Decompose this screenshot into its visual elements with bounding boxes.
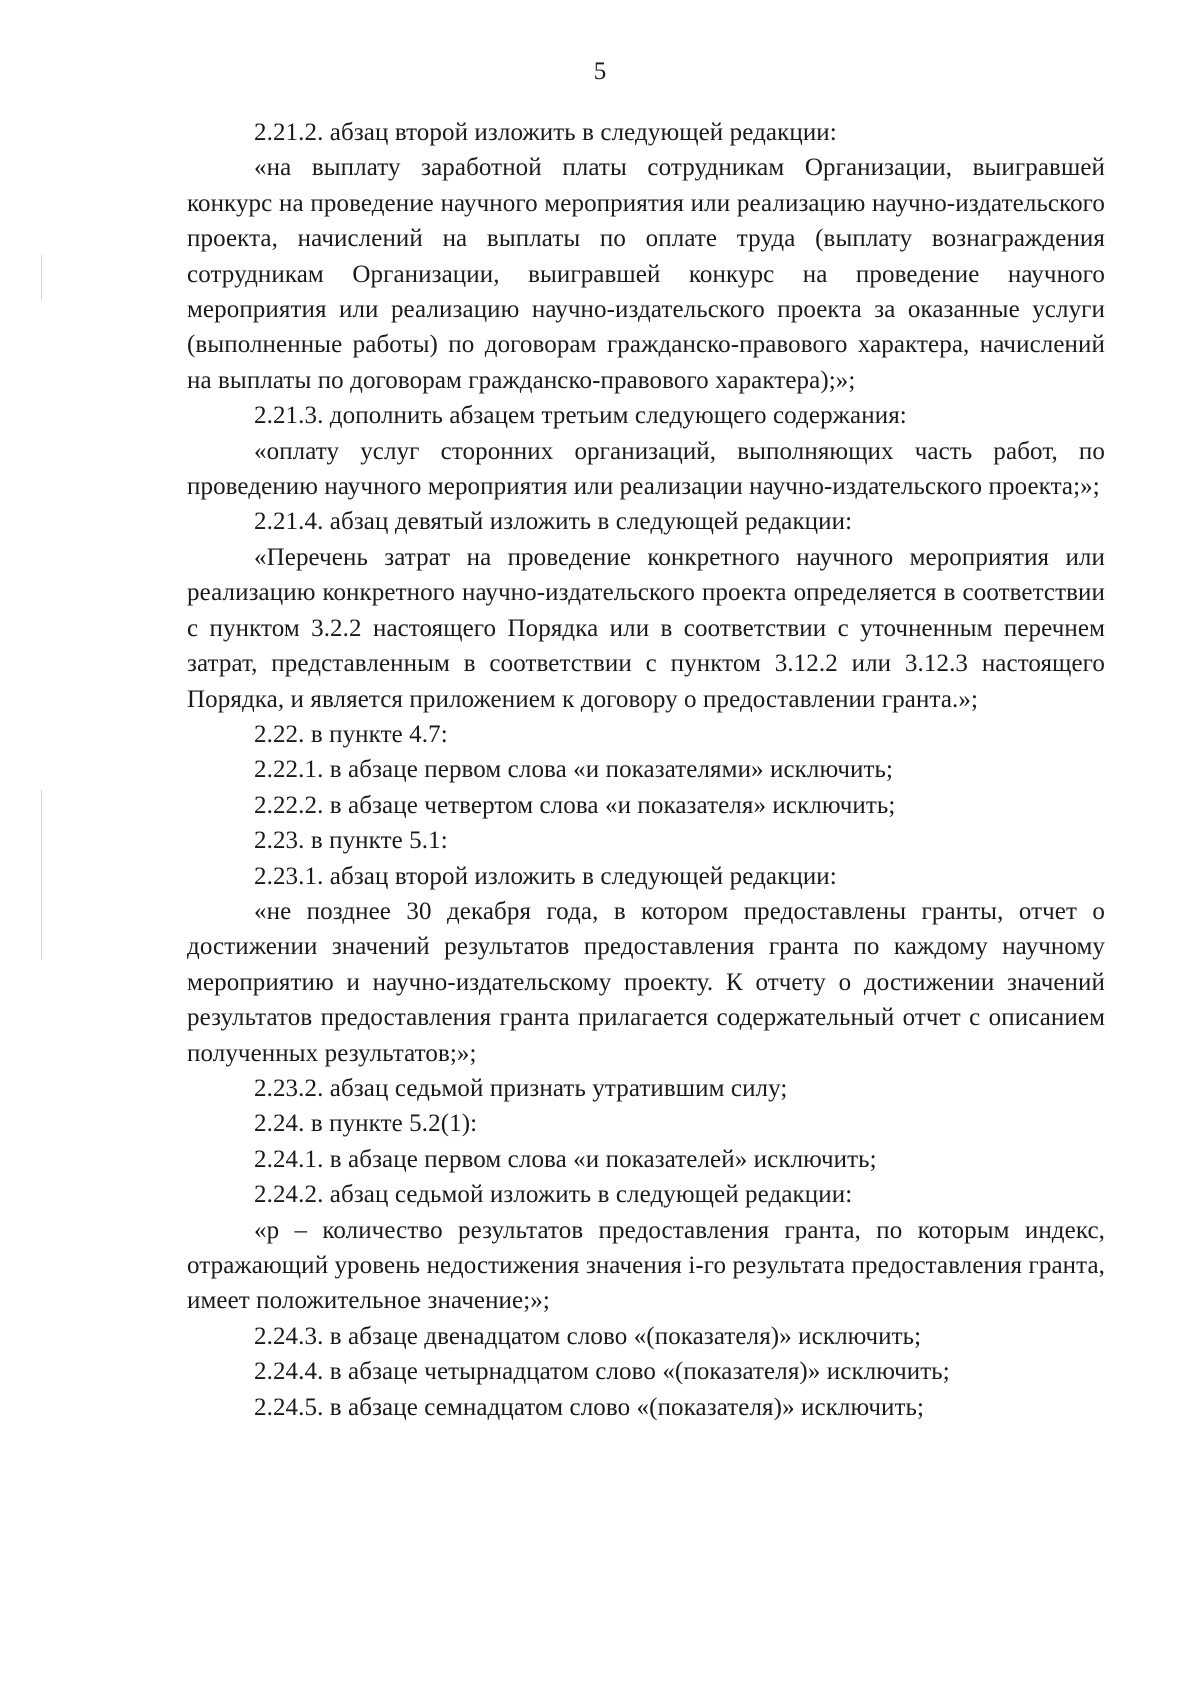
paragraph: 2.22.2. в абзаце четвертом слова «и показателя» исключить;: [254, 791, 896, 819]
paragraph: 2.21.3. дополнить абзацем третьим следующего содержания:: [254, 402, 907, 430]
paragraph: 2.24.5. в абзаце семнадцатом слово «(показателя)» исключить;: [254, 1393, 925, 1421]
paragraph: 2.21.2. абзац второй изложить в следующей редакции:: [254, 119, 837, 146]
page-number: 5: [593, 58, 607, 85]
paragraph: «Перечень затрат на проведение конкретного научного мероприятия или реализацию конкретного научно-издательского проекта определяется в соответствии с пунктом 3.2.2 настоящего Порядка или в соответствии с уточненным перечнем затрат, представленным в соответствии с пунктом 3.12.2 или 3.12.3 настоящего Порядка, и является приложением к договору о предоставлении гранта.»;: [187, 543, 1105, 713]
paragraph: 2.22. в пункте 4.7:: [254, 720, 448, 748]
paragraph: 2.24. в пункте 5.2(1):: [254, 1110, 478, 1138]
paragraph: «оплату услуг сторонних организаций, выполняющих часть работ, по проведению научного мероприятия или реализации научно-издательского проекта;»;: [187, 437, 1105, 501]
paragraph: «р – количество результатов предоставления гранта, по которым индекс, отражающий уровень недостижения значения i-го результата предоставления гранта, имеет положительное значение;»;: [187, 1216, 1105, 1315]
paragraph: 2.23.2. абзац седьмой признать утратившим силу;: [254, 1074, 788, 1102]
paragraph: 2.24.2. абзац седьмой изложить в следующей редакции:: [254, 1181, 853, 1209]
paragraph: 2.23. в пункте 5.1:: [254, 827, 448, 855]
paragraph: 2.24.1. в абзаце первом слова «и показателей» исключить;: [254, 1145, 877, 1173]
paragraph: 2.24.3. в абзаце двенадцатом слово «(показателя)» исключить;: [254, 1322, 922, 1350]
document-body: [187, 115, 1105, 1425]
paragraph: 2.22.1. в абзаце первом слова «и показателями» исключить;: [254, 756, 894, 784]
paragraph: 2.21.4. абзац девятый изложить в следующей редакции:: [254, 508, 853, 536]
paragraph: 2.23.1. абзац второй изложить в следующей редакции:: [254, 862, 837, 890]
scan-artifact-line: [41, 790, 42, 960]
scan-artifact-line: [41, 255, 42, 300]
paragraph: 2.24.4. в абзаце четырнадцатом слово «(показателя)» исключить;: [254, 1358, 950, 1386]
paragraph: «не позднее 30 декабря года, в котором предоставлены гранты, отчет о достижении значений результатов предоставления гранта по каждому научному мероприятию и научно-издательскому проекту. К отчету о достижении значений результатов предоставления гранта прилагается содержательный отчет с описанием полученных результатов;»;: [187, 897, 1105, 1067]
paragraph: «на выплату заработной платы сотрудникам Организации, выигравшей конкурс на проведение научного мероприятия или реализацию научно-издательского проекта, начислений на выплаты по оплате труда (выплату вознаграждения сотрудникам Организации, выигравшей конкурс на проведение научного мероприятия или реализацию научно-издательского проекта за оказанные услуги (выполненные работы) по договорам гражданско-правового характера, начислений на выплаты по договорам гражданско-правового характера);»;: [187, 154, 1105, 394]
